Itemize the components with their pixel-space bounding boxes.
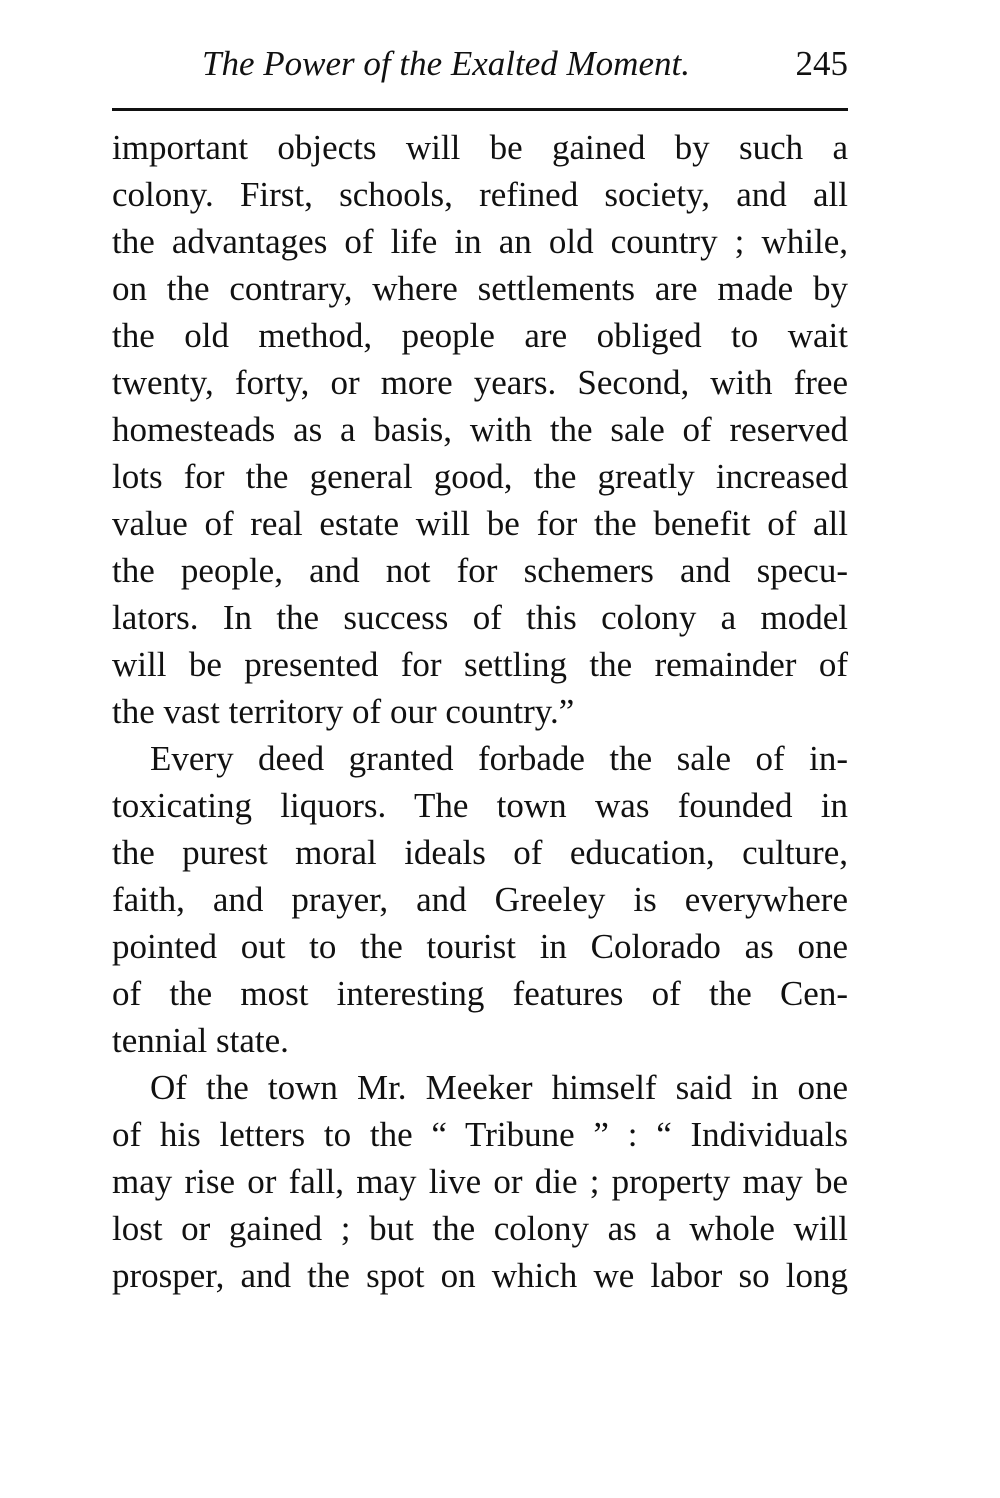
text-line: the vast territory of our country.” [112,692,575,731]
text-line: toxicating liquors. The town was founded in [112,786,848,825]
paragraph-meeker [112,1064,848,1299]
paragraph-continued-quote [112,124,848,735]
text-line: lost or gained ; but the colony as a whole will [112,1209,848,1248]
text-line: twenty, forty, or more years. Second, with free [112,363,848,402]
text-line: value of real estate will be for the benefit of all [112,504,848,543]
paragraph-deed [112,735,848,1064]
text-line: important objects will be gained by such a [112,128,848,167]
text-line: the advantages of life in an old country ; while, [112,222,848,261]
text-line: prosper, and the spot on which we labor so long [112,1256,848,1295]
text-line: the purest moral ideals of education, culture, [112,833,848,872]
text-line: may rise or fall, may live or die ; property may be [112,1162,848,1201]
text-line: on the contrary, where settlements are made by [112,269,848,308]
text-line: Every deed granted forbade the sale of in- [150,739,848,778]
text-line: the people, and not for schemers and specu- [112,551,848,590]
header-rule [112,108,848,111]
text-line: colony. First, schools, refined society, and all [112,175,848,214]
page-number: 245 [795,44,848,83]
text-line: of his letters to the “ Tribune ” : “ Individuals [112,1115,848,1154]
running-head-title: The Power of the Exalted Moment. [202,44,690,83]
text-line: will be presented for settling the remainder of [112,645,848,684]
text-line: lators. In the success of this colony a model [112,598,848,637]
text-line: the old method, people are obliged to wait [112,316,848,355]
text-line: of the most interesting features of the Cen- [112,974,848,1013]
text-line: tennial state. [112,1021,289,1060]
running-head [112,44,848,90]
text-line: homesteads as a basis, with the sale of reserved [112,410,848,449]
text-line: Of the town Mr. Meeker himself said in one [150,1068,848,1107]
text-line: faith, and prayer, and Greeley is everywhere [112,880,848,919]
body-text [112,124,848,1299]
text-line: lots for the general good, the greatly increased [112,457,848,496]
text-line: pointed out to the tourist in Colorado as one [112,927,848,966]
